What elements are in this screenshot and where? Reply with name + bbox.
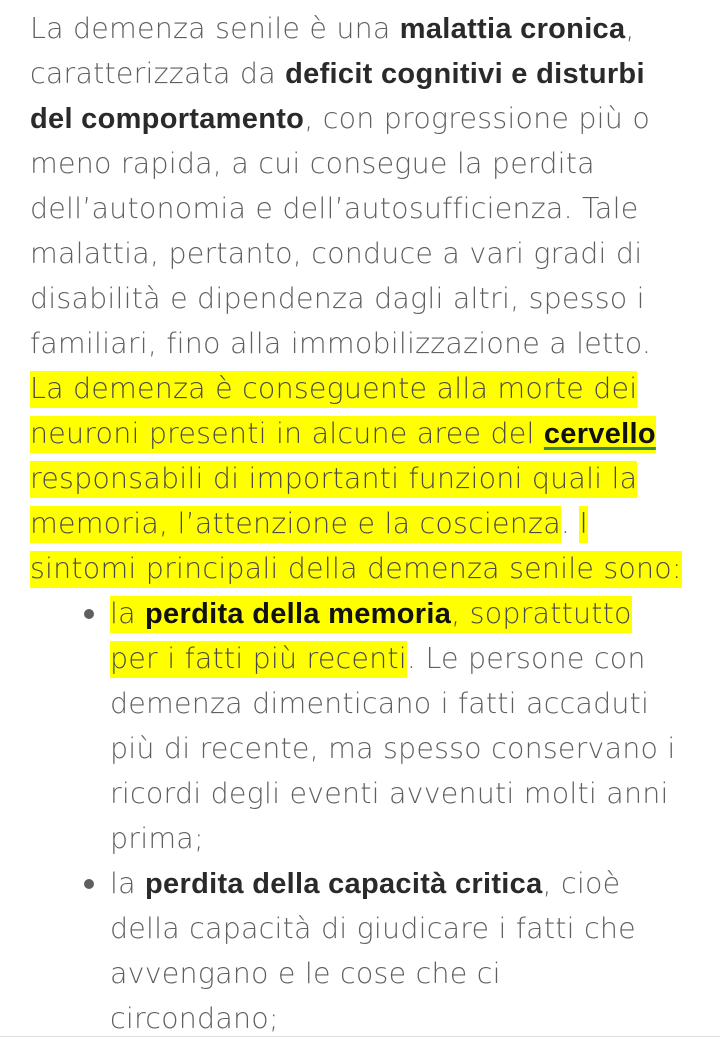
list-item-line: [30, 816, 695, 861]
paragraph-line: [30, 6, 695, 51]
highlighted-text: sintomi principali della demenza senile sono:: [30, 551, 682, 588]
highlighted-text: [110, 596, 632, 633]
text: circondano;: [110, 1002, 279, 1035]
paragraph-line: [30, 321, 695, 366]
paragraph-line: [30, 186, 695, 231]
bullet-icon: [84, 879, 94, 889]
bold-term: perdita della memoria: [145, 598, 452, 630]
text: disabilità e dipendenza dagli altri, spesso i: [30, 282, 645, 315]
paragraph-line: [30, 276, 695, 321]
paragraph-line: [30, 546, 695, 591]
text: , con progressione più o: [304, 102, 650, 135]
bold-term: del comportamento: [30, 103, 305, 135]
text: ,: [625, 12, 635, 45]
bold-term: malattia cronica: [399, 13, 626, 45]
bullet-icon: [84, 609, 94, 619]
list-item: [30, 591, 695, 861]
paragraph-line: [30, 96, 695, 141]
highlighted-text: [30, 416, 656, 453]
text: .: [560, 507, 580, 540]
text: La demenza senile è una: [30, 12, 400, 45]
paragraph-line: [30, 501, 695, 546]
text: familiari, fino alla immobilizzazione a letto.: [30, 327, 652, 360]
text: , cioè: [542, 867, 621, 900]
bold-term: perdita della capacità critica: [145, 868, 543, 900]
list-item-line: [30, 906, 695, 951]
text: prima;: [110, 822, 204, 855]
highlighted-text: I: [579, 506, 588, 543]
text: ricordi degli eventi avvenuti molti anni: [110, 777, 669, 810]
list-item-line: [30, 951, 695, 996]
list-item-line: [30, 681, 695, 726]
bold-term: deficit cognitivi e disturbi: [285, 58, 645, 90]
text: avvengano e le cose che ci: [110, 957, 501, 990]
text: neuroni presenti in alcune aree del: [30, 417, 544, 450]
list-item-line: [30, 636, 695, 681]
text: demenza dimenticano i fatti accaduti: [110, 687, 650, 720]
list-item-line: [30, 996, 695, 1041]
text: dell’autonomia e dell’autosufficienza. Tale: [30, 192, 639, 225]
text: caratterizzata da: [30, 57, 286, 90]
highlighted-text: per i fatti più recenti: [110, 641, 407, 678]
paragraph-line: [30, 411, 695, 456]
paragraph-line: [30, 456, 695, 501]
text: . Le persone con: [406, 642, 646, 675]
article-body: [30, 6, 695, 1041]
highlighted-text: responsabili di importanti funzioni quali la: [30, 461, 637, 498]
cervello-link[interactable]: cervello: [543, 418, 656, 450]
highlighted-text: La demenza è conseguente alla morte dei: [30, 371, 637, 408]
list-item-line: [30, 771, 695, 816]
text: la: [110, 867, 146, 900]
paragraph-line: [30, 141, 695, 186]
text: della capacità di giudicare i fatti che: [110, 912, 636, 945]
paragraph-line: [30, 51, 695, 96]
paragraph-line: [30, 366, 695, 411]
list-item: [30, 861, 695, 1041]
list-item-line: [30, 861, 695, 906]
text: malattia, pertanto, conduce a vari gradi di: [30, 237, 643, 270]
list-item-line: [30, 726, 695, 771]
text: , soprattutto: [451, 597, 632, 630]
highlighted-text: memoria, l’attenzione e la coscienza: [30, 506, 561, 543]
text: meno rapida, a cui consegue la perdita: [30, 147, 595, 180]
text: più di recente, ma spesso conservano i: [110, 732, 676, 765]
list-item-line: [30, 591, 695, 636]
paragraph-line: [30, 231, 695, 276]
text: la: [110, 597, 146, 630]
bottom-divider: [0, 1036, 720, 1037]
